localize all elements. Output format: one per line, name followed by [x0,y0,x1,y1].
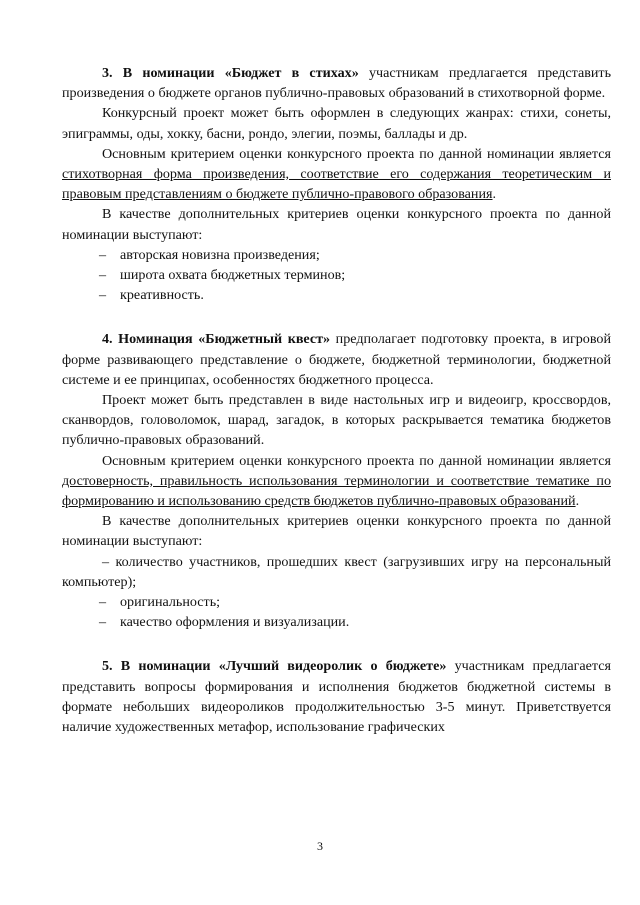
s4-item1: – количество участников, прошедших квест (загрузивших игру на персональный компьютер); [62,553,611,590]
list-item-text: креативность. [120,287,204,304]
dash-marker: – [99,246,107,263]
s3-criterion-paragraph [62,144,611,205]
s3-extra: В качестве дополнительных критериев оценки конкурсного проекта по данной номинации выступают: [62,206,611,243]
s4-criterion-paragraph [62,451,611,512]
s3-intro-paragraph [62,63,611,103]
s4-title: 4. Номинация «Бюджетный квест» [102,331,331,348]
s3-crit-pre: Основным критерием оценки конкурсного проекта по данной номинации является [102,145,611,162]
list-item-text: авторская новизна произведения; [120,246,320,263]
s4-intro-paragraph [62,329,611,390]
s5-intro-paragraph [62,656,611,737]
s4-crit-pre: Основным критерием оценки конкурсного проекта по данной номинации является [102,452,611,469]
s3-crit-underlined: стихотворная форма произведения, соответствие его содержания теоретическим и правовым представлениям о бюджете публично-правового образования [62,166,611,203]
s4-criteria-list [62,592,611,632]
list-item-text: качество оформления и визуализации. [120,614,350,631]
dash-marker: – [99,287,107,304]
list-item [62,265,611,285]
s4-intro: предполагает подготовку проекта, в игровой форме развивающего представление о бюджете, бюджетной терминологии, бюджетной системе и ее принципах, особенностях бюджетного процесса. [62,331,611,388]
list-item [62,285,611,305]
list-item-text: оригинальность; [120,594,221,611]
s4-forms: Проект может быть представлен в виде настольных игр и видеоигр, кроссвордов, сканвордов, головоломок, шарад, загадок, в которых раскрывается тематика бюджетов публично-правовых образований. [62,392,611,449]
s5-title: 5. В номинации «Лучший видеоролик о бюджете» [102,658,447,675]
s5-intro: участникам предлагается представить вопросы формирования и исполнения бюджетов бюджетной системы в формате небольших видеороликов продолжительностью 3-5 минут. Приветствуется наличие художественных метафор, использование графических [62,658,611,736]
s3-intro: участникам предлагается представить произведения о бюджете органов публично-правовых образований в стихотворной форме. [62,65,612,102]
s4-extra: В качестве дополнительных критериев оценки конкурсного проекта по данной номинации выступают: [62,513,611,550]
dash-marker: – [99,614,107,631]
list-item [62,245,611,265]
document-page [62,63,611,737]
list-item-text: широта охвата бюджетных терминов; [120,267,346,284]
spacer [62,305,611,329]
s3-genres: Конкурсный проект может быть оформлен в следующих жанрах: стихи, сонеты, эпиграммы, оды, хокку, басни, рондо, элегии, поэмы, баллады и др. [62,105,611,142]
s3-title: 3. В номинации «Бюджет в стихах» [102,65,359,81]
dash-marker: – [99,594,107,611]
s3-criteria-list [62,245,611,306]
spacer [62,632,611,656]
dash-marker: – [99,267,107,284]
s4-crit-underlined: достоверность, правильность использования терминологии и соответствие тематике по формированию и использованию средств бюджетов публично-правовых образований [62,472,611,510]
list-item [62,592,611,612]
s4-crit-post: . [575,493,580,510]
page-number: 3 [317,839,323,853]
list-item [62,612,611,632]
s3-crit-post: . [492,186,497,203]
